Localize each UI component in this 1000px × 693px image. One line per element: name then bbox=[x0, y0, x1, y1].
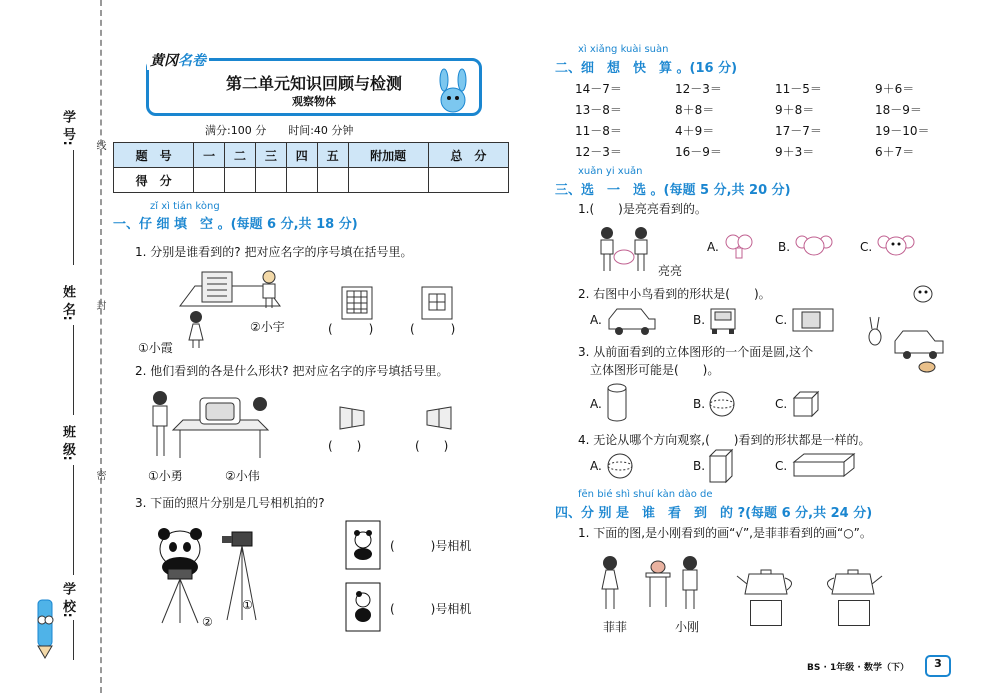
option-a[interactable]: A. bbox=[590, 459, 602, 473]
building-side-view-icon bbox=[420, 285, 456, 321]
page-title: 第二单元知识回顾与检测 bbox=[225, 74, 402, 93]
kids-with-toy-icon bbox=[595, 225, 657, 275]
panda-on-tripod-icon bbox=[148, 525, 213, 625]
s3-question-1: 1.( )是亮亮看到的。 bbox=[578, 202, 707, 216]
calc-item: 17－7＝ bbox=[775, 124, 822, 138]
cut-word-close: 密 bbox=[94, 470, 105, 480]
section3-title: 三、选 一 选 。(每题 5 分,共 20 分) bbox=[555, 183, 791, 198]
score-col-4: 四 bbox=[286, 143, 317, 168]
option-c[interactable]: C. bbox=[860, 240, 873, 254]
car-rabbit-deer-scene-icon bbox=[865, 315, 945, 375]
option-a[interactable]: A. bbox=[590, 397, 602, 411]
camera-answer-2[interactable]: ( )号相机 bbox=[390, 602, 472, 616]
name-xiaowei: ②小伟 bbox=[225, 469, 260, 483]
s1-question-3: 3. 下面的照片分别是几号相机拍的? bbox=[135, 496, 325, 510]
page-subtitle: 观察物体 bbox=[292, 95, 336, 108]
exam-meta: 满分:100 分 时间:40 分钟 bbox=[205, 124, 354, 137]
cuboid-tall-icon bbox=[708, 448, 736, 484]
answer-blank-2b[interactable]: ( ) bbox=[415, 439, 449, 453]
car-front-view-icon bbox=[708, 305, 738, 335]
option-b[interactable]: B. bbox=[693, 313, 706, 327]
blank-student-number[interactable] bbox=[73, 150, 74, 265]
calc-item: 19－10＝ bbox=[875, 124, 930, 138]
toy-view-c-icon bbox=[876, 232, 916, 260]
score-value-row bbox=[114, 168, 509, 193]
option-c[interactable]: C. bbox=[775, 459, 788, 473]
section1-pinyin: zǐ xì tián kòng bbox=[150, 201, 220, 212]
calc-item: 18－9＝ bbox=[875, 103, 922, 117]
calc-item: 6＋7＝ bbox=[875, 145, 915, 159]
name-liangliang: 亮亮 bbox=[658, 264, 683, 278]
score-cell[interactable] bbox=[348, 168, 428, 193]
option-c[interactable]: C. bbox=[775, 397, 788, 411]
building-front-view-icon bbox=[340, 285, 376, 321]
panda-photo-front-icon bbox=[345, 520, 381, 570]
name-xiaogang: 小刚 bbox=[675, 620, 700, 634]
score-cell[interactable] bbox=[286, 168, 317, 193]
blank-class[interactable] bbox=[73, 465, 74, 575]
calc-item: 11－5＝ bbox=[775, 82, 822, 96]
calc-item: 9＋8＝ bbox=[775, 103, 815, 117]
name-xiaoxia: ①小霞 bbox=[138, 341, 173, 355]
calc-item: 13－8＝ bbox=[575, 103, 622, 117]
girl-figure-icon bbox=[185, 310, 207, 350]
answer-blank-2a[interactable]: ( ) bbox=[328, 439, 362, 453]
toy-view-a-icon bbox=[724, 232, 754, 260]
camera-answer-1[interactable]: ( )号相机 bbox=[390, 539, 472, 553]
pencil-mascot-icon bbox=[32, 590, 62, 660]
option-b[interactable]: B. bbox=[778, 240, 791, 254]
s1-question-1: 1. 分别是谁看到的? 把对应名字的序号填在括号里。 bbox=[135, 245, 413, 259]
score-header-row bbox=[114, 143, 509, 168]
footer-course: BS · 1年级 · 数学（下） bbox=[807, 663, 909, 673]
teapot-view-1-icon bbox=[735, 568, 797, 598]
score-col-label: 题 号 bbox=[114, 143, 194, 168]
calc-item: 4＋9＝ bbox=[675, 124, 715, 138]
calc-item: 16－9＝ bbox=[675, 145, 722, 159]
boy-figure-icon bbox=[258, 270, 280, 310]
bird-icon bbox=[910, 282, 936, 304]
s1-question-2: 2. 他们看到的各是什么形状? 把对应名字的序号填括号里。 bbox=[135, 364, 449, 378]
section4-title: 四、分 别 是 谁 看 到 的 ?(每题 6 分,共 24 分) bbox=[555, 506, 873, 521]
score-cell[interactable] bbox=[428, 168, 508, 193]
panda-photo-side-icon bbox=[345, 582, 381, 632]
cube-icon bbox=[792, 390, 820, 418]
score-col-5: 五 bbox=[317, 143, 348, 168]
camera-label-1: ① bbox=[242, 598, 253, 612]
binding-margin bbox=[0, 0, 110, 693]
sphere-icon bbox=[606, 452, 634, 480]
rabbit-mascot-icon bbox=[428, 70, 478, 115]
name-xiaoyong: ①小勇 bbox=[148, 469, 183, 483]
calc-item: 9＋3＝ bbox=[775, 145, 815, 159]
score-col-1: 一 bbox=[194, 143, 225, 168]
score-cell[interactable] bbox=[317, 168, 348, 193]
s3-question-3-cont: 立体图形可能是( )。 bbox=[590, 363, 720, 377]
answer-blank-1b[interactable]: ( ) bbox=[410, 322, 456, 336]
tv-on-table-scene-icon bbox=[148, 390, 278, 460]
s4-question-1: 1. 下面的图,是小刚看到的画“√”,是菲菲看到的画“○”。 bbox=[578, 526, 872, 540]
calc-item: 9＋6＝ bbox=[875, 82, 915, 96]
calc-item: 14－7＝ bbox=[575, 82, 622, 96]
score-cell[interactable] bbox=[194, 168, 225, 193]
score-col-2: 二 bbox=[225, 143, 256, 168]
score-col-total: 总 分 bbox=[428, 143, 508, 168]
score-cell[interactable] bbox=[225, 168, 256, 193]
blank-name[interactable] bbox=[73, 325, 74, 415]
camera-label-2: ② bbox=[202, 615, 213, 629]
logo-accent: 名卷 bbox=[178, 53, 206, 69]
section4-pinyin: fēn bié shì shuí kàn dào de bbox=[578, 489, 713, 500]
car-top-view-icon bbox=[790, 305, 836, 335]
cuboid-flat-icon bbox=[792, 452, 856, 478]
s3-question-4: 4. 无论从哪个方向观察,( )看到的形状都是一样的。 bbox=[578, 433, 871, 447]
name-feifei: 菲菲 bbox=[603, 620, 628, 634]
score-col-3: 三 bbox=[255, 143, 286, 168]
cut-word-line: 线 bbox=[94, 140, 105, 150]
section3-pinyin: xuǎn yi xuǎn bbox=[578, 166, 643, 177]
label-student-number: 学 号: bbox=[60, 110, 75, 146]
logo-main: 黄冈 bbox=[150, 53, 178, 69]
score-table bbox=[113, 142, 509, 193]
tv-side-shape-left-icon bbox=[338, 403, 366, 433]
option-b[interactable]: B. bbox=[693, 397, 706, 411]
calc-item: 11－8＝ bbox=[575, 124, 622, 138]
page-number: 3 bbox=[925, 655, 951, 677]
s3-question-3: 3. 从前面看到的立体图形的一个面是圆,这个 bbox=[578, 345, 814, 359]
blank-school[interactable] bbox=[73, 620, 74, 660]
score-row-label: 得 分 bbox=[114, 168, 194, 193]
section2-title: 二、细 想 快 算 。(16 分) bbox=[555, 61, 738, 76]
section2-pinyin: xì xiǎng kuài suàn bbox=[578, 44, 669, 55]
label-name: 姓 名: bbox=[60, 285, 75, 321]
name-xiaoyu: ②小宇 bbox=[250, 320, 285, 334]
label-school: 学 校: bbox=[60, 582, 75, 618]
kids-with-teapot-scene-icon bbox=[596, 555, 706, 613]
toy-view-b-icon bbox=[794, 232, 834, 260]
calc-item: 12－3＝ bbox=[675, 82, 722, 96]
cylinder-icon bbox=[606, 383, 628, 423]
option-b[interactable]: B. bbox=[693, 459, 706, 473]
section1-title: 一、仔 细 填 空 。(每题 6 分,共 18 分) bbox=[113, 217, 358, 232]
cut-word-seal: 封 bbox=[94, 300, 105, 310]
score-cell[interactable] bbox=[255, 168, 286, 193]
label-class: 班 级: bbox=[60, 425, 75, 461]
s3-question-2: 2. 右图中小鸟看到的形状是( )。 bbox=[578, 287, 771, 301]
cut-line bbox=[100, 0, 102, 693]
car-side-view-icon bbox=[605, 305, 657, 335]
score-col-extra: 附加题 bbox=[348, 143, 428, 168]
calc-item: 8＋8＝ bbox=[675, 103, 715, 117]
option-a[interactable]: A. bbox=[707, 240, 719, 254]
tv-side-shape-right-icon bbox=[425, 403, 453, 433]
brand-logo bbox=[147, 50, 209, 70]
answer-blank-1a[interactable]: ( ) bbox=[328, 322, 374, 336]
answer-box-2[interactable] bbox=[838, 600, 870, 626]
answer-box-1[interactable] bbox=[750, 600, 782, 626]
sphere-icon bbox=[708, 390, 736, 418]
calc-item: 12－3＝ bbox=[575, 145, 622, 159]
teapot-view-2-icon bbox=[822, 568, 884, 598]
option-a[interactable]: A. bbox=[590, 313, 602, 327]
option-c[interactable]: C. bbox=[775, 313, 788, 327]
